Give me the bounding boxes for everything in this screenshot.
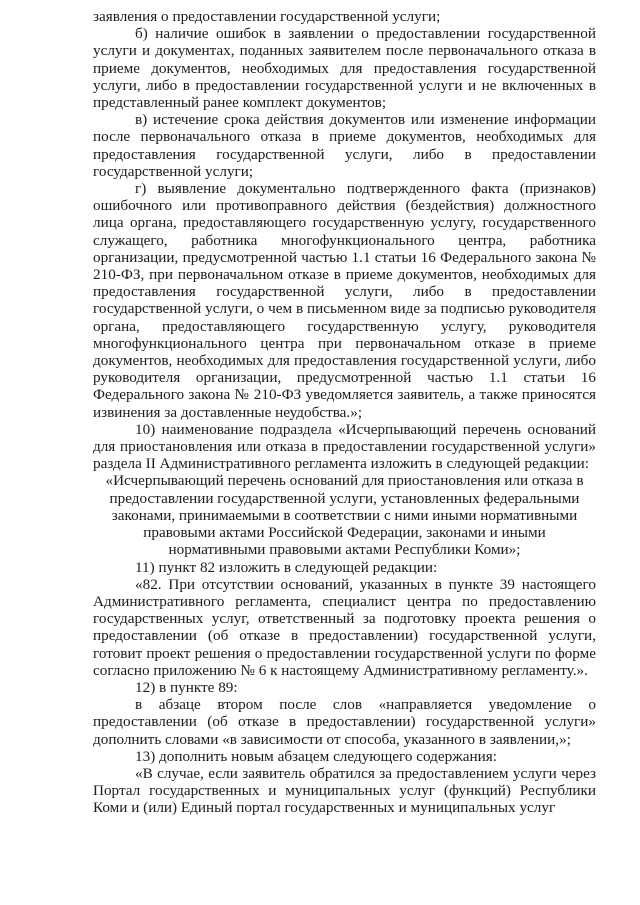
paragraph-v: в) истечение срока действия документов или изменение информации после первоначального отказа в приеме документов, необходимых для предоставления государственной услуги, либо в предоставлении государственной услуги; <box>93 111 596 180</box>
paragraph-item-12: 12) в пункте 89: <box>135 678 238 696</box>
paragraph-item-11: 11) пункт 82 изложить в следующей редакции: <box>135 558 438 576</box>
document-text <box>93 8 596 817</box>
paragraph-a-continuation: заявления о предоставлении государственной услуги; <box>93 8 441 25</box>
paragraph-b: б) наличие ошибок в заявлении о предоставлении государственной услуги и документах, поданных заявителем после первоначального отказа в приеме документов, необходимых для предоставления государственной услуги, либо в предоставлении государственной услуги и не включенных в представленный ранее комплект документов; <box>93 25 596 112</box>
subsection-title: «Исчерпывающий перечень оснований для приостановления или отказа в предоставлении государственной услуги, установленных федеральными законами, принимаемыми в соответствии с ними иными нормативными правовыми актами Российской Федерации, законами и иными нормативными правовыми актами Республики Коми»; <box>105 472 584 559</box>
paragraph-point-82: «82. При отсутствии оснований, указанных в пункте 39 настоящего Административного регламента, специалист центра по предоставлению государственных услуг, ответственный за подготовку проекта решения о предоставлении (об отказе в предоставлении) государственной услуги, готовит проект решения о предоставлении государственной услуги по форме согласно приложению № 6 к настоящему Административному регламенту.». <box>93 575 596 679</box>
paragraph-item-12-text: в абзаце втором после слов «направляется уведомление о предоставлении (об отказе в предоставлении) государственной услуги» дополнить словами «в зависимости от способа, указанного в заявлении,»; <box>93 696 596 748</box>
paragraph-g: г) выявление документально подтвержденного факта (признаков) ошибочного или противоправного действия (бездействия) должностного лица органа, предоставляющего государственную услугу, государственного служащего, работника многофункционального центра, работника организации, предусмотренной частью 1.1 статьи 16 Федерального закона № 210-ФЗ, при первоначальном отказе в приеме документов, необходимых для предоставления государственной услуги, либо в предоставлении государственной услуги, о чем в письменном виде за подписью руководителя органа, предоставляющего государственную услугу, руководителя многофункционального центра при первоначальном отказе в приеме документов, необходимых для предоставления государственной услуги, либо руководителя организации, предусмотренной частью 1.1 статьи 16 Федерального закона № 210-ФЗ уведомляется заявитель, а также приносятся извинения за доставленные неудобства.»; <box>93 180 596 421</box>
paragraph-item-13: 13) дополнить новым абзацем следующего содержания: <box>135 747 497 765</box>
paragraph-item-13-text: «В случае, если заявитель обратился за предоставлением услуги через Портал государственных и муниципальных услуг (функций) Республики Коми и (или) Единый портал государственных и муниципальных услуг <box>93 764 596 817</box>
paragraph-item-10: 10) наименование подраздела «Исчерпывающий перечень оснований для приостановления или отказа в предоставлении государственной услуги» раздела II Административного регламента изложить в следующей редакции: <box>93 420 596 473</box>
